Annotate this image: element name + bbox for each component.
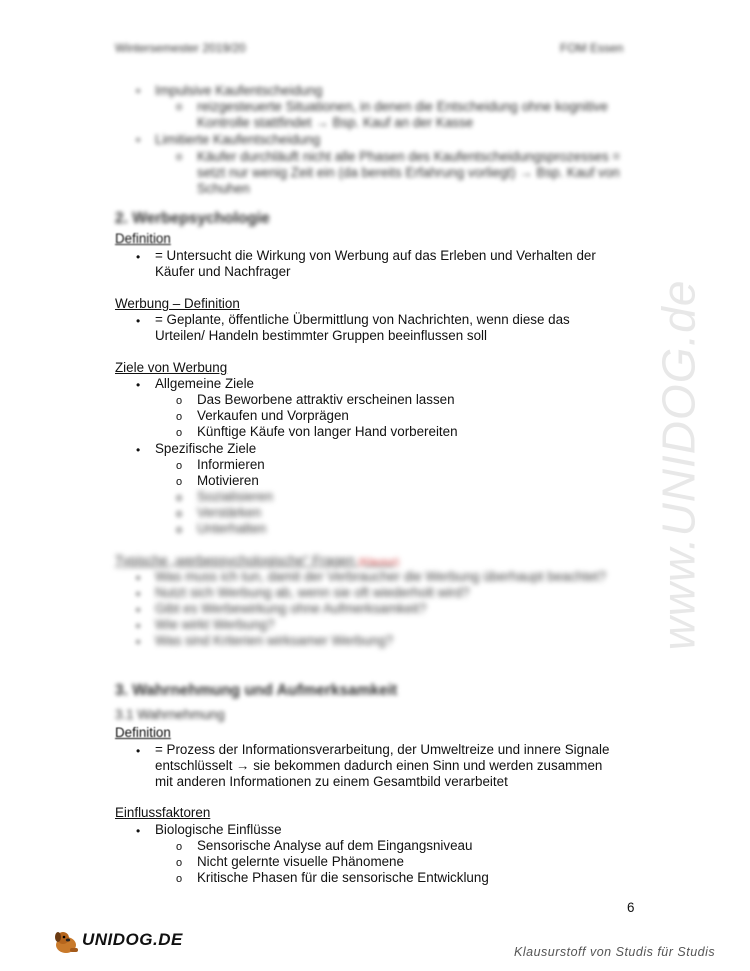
list-item: Biologische Einflüsse — [155, 822, 282, 837]
bullet: • — [136, 587, 141, 601]
list-item: Was muss ich tun, damit der Verbraucher die Werbung überhaupt beachtet? — [155, 569, 607, 584]
list-item: Motivieren — [197, 473, 259, 488]
sub-bullet: o — [176, 411, 183, 423]
list-item: Allgemeine Ziele — [155, 376, 254, 391]
definition-label: Definition — [115, 725, 171, 740]
section-heading: 3. Wahrnehmung und Aufmerksamkeit — [115, 682, 398, 699]
sub-bullet: o — [176, 873, 183, 885]
list-item: Informieren — [197, 457, 265, 472]
list-item: Kritische Phasen für die sensorische Entwicklung — [197, 870, 489, 885]
werbung-text: = Geplante, öffentliche Übermittlung von Nachrichten, wenn diese das — [155, 312, 570, 327]
list-item: Impulsive Kaufentscheidung — [155, 83, 323, 98]
watermark-text: www.UNIDOG.de — [652, 279, 705, 651]
bullet: • — [136, 571, 141, 585]
sub-bullet: o — [176, 427, 183, 439]
page-number: 6 — [627, 900, 635, 915]
list-item: Sensorische Analyse auf dem Eingangsniveau — [197, 838, 473, 853]
definition-text: mit anderen Informationen zu einem Gesamtbild verarbeitet — [155, 774, 508, 789]
bullet: • — [136, 619, 141, 633]
list-item: Unterhalten — [197, 521, 267, 536]
sub-bullet: o — [176, 476, 183, 488]
list-item: Käufer durchläuft nicht alle Phasen des Kaufentscheidungsprozesses = — [197, 149, 621, 164]
list-item: Schuhen — [197, 181, 250, 196]
fragen-tag: (Klausur) — [358, 557, 399, 568]
section-heading: 2. Werbepsychologie — [115, 210, 270, 227]
bullet: • — [136, 603, 141, 617]
list-item: Das Beworbene attraktiv erscheinen lassen — [197, 392, 455, 407]
bullet: • — [136, 84, 141, 98]
bullet: • — [136, 443, 141, 457]
definition-text: = Untersucht die Wirkung von Werbung auf das Erleben und Verhalten der — [155, 248, 596, 263]
watermark — [648, 255, 708, 675]
sub-bullet: o — [176, 151, 183, 163]
sub-bullet: o — [176, 492, 183, 504]
list-item: Verstärken — [197, 505, 262, 520]
bullet: • — [136, 250, 141, 264]
bullet: • — [136, 314, 141, 328]
list-item: Nutzt sich Werbung ab, wenn sie oft wiederholt wird? — [155, 585, 470, 600]
einfluss-label: Einflussfaktoren — [115, 805, 211, 820]
bullet: • — [136, 635, 141, 649]
list-item: Limitierte Kaufentscheidung — [155, 132, 321, 147]
werbung-label: Werbung – Definition — [115, 296, 240, 311]
sub-bullet: o — [176, 524, 183, 536]
subsection-heading: 3.1 Wahrnehmung — [115, 707, 225, 722]
list-item: Was sind Kriterien wirksamer Werbung? — [155, 633, 394, 648]
list-item: Gibt es Werbewirkung ohne Aufmerksamkeit? — [155, 601, 427, 616]
bullet: • — [136, 133, 141, 147]
logo-text: UNIDOG.DE — [82, 930, 183, 949]
dog-icon — [52, 928, 80, 956]
list-item: Wie wirkt Werbung? — [155, 617, 275, 632]
fragen-label-text: Typische „werbepsychologische“ Fragen — [115, 553, 355, 568]
list-item: Spezifische Ziele — [155, 441, 257, 456]
list-item: reizgesteuerte Situationen, in denen die Entscheidung ohne kognitive — [197, 99, 608, 114]
header-location: FOM Essen — [560, 41, 624, 55]
definition-text: = Prozess der Informationsverarbeitung, der Umweltreize und innere Signale — [155, 742, 610, 757]
sub-bullet: o — [176, 508, 183, 520]
list-item: setzt nur wenig Zeit ein (da bereits Erfahrung vorliegt) → Bsp. Kauf von — [197, 165, 620, 180]
list-item: Künftige Käufe von langer Hand vorbereiten — [197, 424, 458, 439]
werbung-text: Urteilen/ Handeln bestimmter Gruppen beeinflussen soll — [155, 328, 487, 343]
list-item: Verkaufen und Vorprägen — [197, 408, 349, 423]
bullet: • — [136, 744, 141, 758]
sub-bullet: o — [176, 395, 183, 407]
ziele-label: Ziele von Werbung — [115, 360, 228, 375]
definition-text: entschlüsselt → sie bekommen dadurch einen Sinn und werden zusammen — [155, 758, 603, 773]
sub-bullet: o — [176, 857, 183, 869]
definition-text: Käufer und Nachfrager — [155, 264, 291, 279]
bullet: • — [136, 378, 141, 392]
sub-bullet: o — [176, 841, 183, 853]
bullet: • — [136, 824, 141, 838]
list-item: Kontrolle stattfindet → Bsp. Kauf an der Kasse — [197, 115, 474, 130]
footer-tagline: Klausurstoff von Studis für Studis — [514, 945, 716, 959]
sub-bullet: o — [176, 460, 183, 472]
header-semester: Wintersemester 2019/20 — [115, 41, 246, 55]
sub-bullet: o — [176, 101, 183, 113]
unidog-logo — [52, 928, 183, 958]
list-item: Nicht gelernte visuelle Phänomene — [197, 854, 404, 869]
definition-label: Definition — [115, 231, 171, 246]
list-item: Sozialisieren — [197, 489, 273, 504]
